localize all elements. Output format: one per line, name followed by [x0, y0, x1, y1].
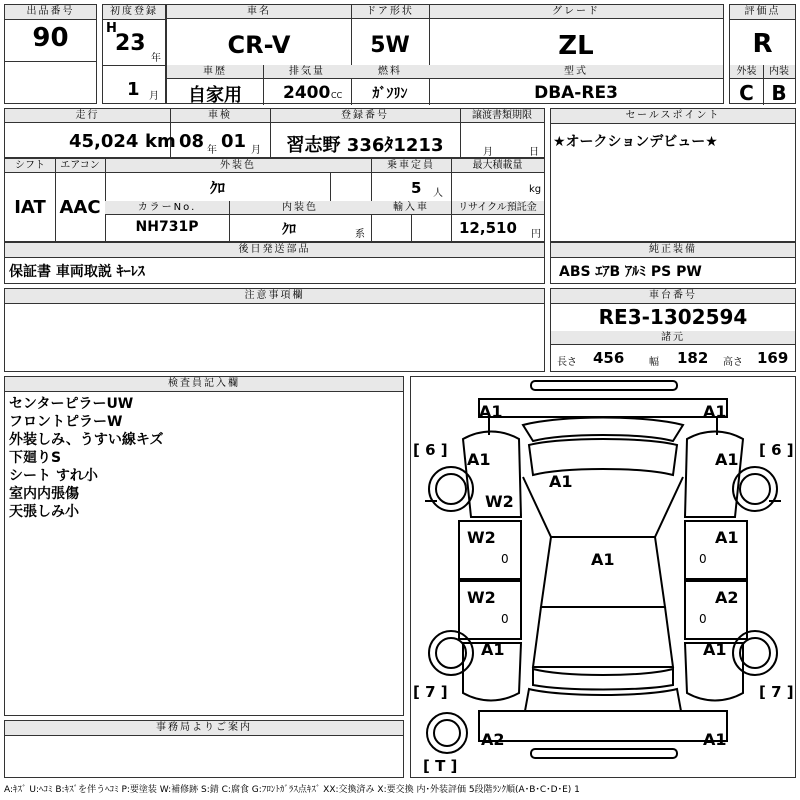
width-label: 幅 — [649, 357, 659, 368]
first-registration-year: 23 — [115, 31, 146, 56]
mileage-registration-box — [4, 108, 545, 158]
exterior-color: ｸﾛ — [209, 179, 225, 197]
interior-color-label: 内装色 — [229, 201, 371, 215]
zero-mark: 0 — [501, 612, 509, 626]
car-diagram-box — [410, 376, 796, 778]
grade-label: グレード — [429, 5, 723, 19]
inspector-label: 検査員記入欄 — [5, 377, 403, 392]
max-load-label: 最大積載量 — [451, 159, 544, 173]
inspection-label: 車検 — [170, 109, 270, 123]
era-mark: H — [106, 21, 117, 36]
car-info-box — [166, 4, 724, 104]
caution-label: 注意事項欄 — [5, 289, 544, 304]
model-code: DBA-RE3 — [534, 83, 618, 103]
inspection-year-unit: 年 — [207, 145, 217, 156]
ac-label: エアコン — [55, 159, 105, 173]
damage-mark: A1 — [703, 402, 727, 421]
ext-grade-label: 外装 — [730, 65, 763, 79]
damage-mark: A1 — [591, 550, 615, 569]
transfer-label: 譲渡書類期限 — [460, 109, 544, 123]
later-parts-box — [4, 242, 545, 284]
height-label: 高さ — [723, 357, 743, 368]
damage-mark: A2 — [715, 588, 739, 607]
exterior-color-label: 外装色 — [105, 159, 371, 173]
equipment-label: 純正装備 — [551, 243, 795, 258]
width-value: 182 — [677, 349, 709, 367]
damage-mark: A1 — [549, 472, 573, 491]
length-label: 長さ — [557, 357, 577, 368]
transfer-month: 月 — [483, 147, 493, 158]
damage-mark: A1 — [481, 640, 505, 659]
score-box — [729, 4, 796, 104]
tire-label-front-right: [ 6 ] — [759, 441, 794, 459]
equipment-box — [550, 242, 796, 284]
inspector-box — [4, 376, 404, 716]
model-label: 型式 — [429, 65, 723, 79]
chassis-label: 車台番号 — [551, 289, 795, 304]
mileage-unit: km — [145, 131, 176, 152]
damage-mark: A1 — [479, 402, 503, 421]
capacity-unit: 人 — [433, 188, 443, 199]
first-registration-box — [102, 4, 166, 104]
damage-mark: A1 — [715, 450, 739, 469]
tire-label-rear-left: [ 7 ] — [413, 683, 448, 701]
int-grade-label: 内装 — [763, 65, 795, 79]
damage-mark: A1 — [703, 730, 727, 749]
first-registration-label: 初度登録 — [103, 5, 165, 20]
remark-line: 下廻りS — [9, 450, 62, 466]
sales-point-text: ★オークションデビュー★ — [553, 134, 718, 150]
transfer-day: 日 — [529, 147, 539, 158]
damage-mark: A2 — [481, 730, 505, 749]
office-box — [4, 720, 404, 778]
inspection-month: 01 — [221, 131, 247, 152]
score-label: 評価点 — [730, 5, 795, 20]
displacement-unit: CC — [331, 91, 343, 100]
shift-label: シフト — [5, 159, 55, 173]
fuel-label: 燃料 — [351, 65, 429, 79]
lot-number: 90 — [32, 23, 69, 53]
color-number-label: カラーNo. — [105, 201, 229, 215]
air-conditioner: AAC — [59, 197, 101, 218]
remark-line: フロントピラーW — [9, 414, 123, 430]
length-value: 456 — [593, 349, 625, 367]
displacement-label: 排気量 — [263, 65, 351, 79]
sales-point-box — [550, 108, 796, 242]
max-load-unit: kg — [529, 184, 542, 195]
inspection-month-unit: 月 — [251, 145, 261, 156]
fuel: ｶﾞｿﾘﾝ — [372, 86, 408, 102]
damage-mark: W2 — [467, 588, 496, 607]
year-unit: 年 — [151, 53, 161, 64]
zero-mark: 0 — [699, 612, 707, 626]
capacity-label: 乗車定員 — [371, 159, 451, 173]
inspector-remarks — [5, 393, 168, 523]
remark-line: 外装しみ、うすい線キズ — [9, 432, 164, 448]
history-label: 車歴 — [167, 65, 263, 79]
capacity: 5 — [411, 179, 422, 197]
recycle-label: リサイクル預託金 — [451, 201, 544, 215]
remark-line: 室内内張傷 — [9, 486, 79, 502]
mileage-label: 走行 — [5, 109, 170, 123]
tire-label-front-left: [ 6 ] — [413, 441, 448, 459]
interior-color-unit: 系 — [355, 229, 365, 240]
grade: ZL — [558, 31, 594, 61]
remark-line: 天張しみ小 — [9, 504, 79, 520]
car-name: CR-V — [227, 31, 291, 59]
import-label: 輸入車 — [371, 201, 451, 215]
spec-label: 諸元 — [551, 331, 795, 345]
damage-mark: W2 — [467, 528, 496, 547]
door-label: ドア形状 — [351, 5, 429, 19]
int-grade: B — [771, 81, 787, 105]
tire-label-spare: [ T ] — [423, 757, 458, 775]
mileage-value: 45,024 — [69, 131, 139, 152]
damage-legend: A:ｷｽﾞ U:ﾍｺﾐ B:ｷｽﾞを伴うﾍｺﾐ P:要塗装 W:補修跡 S:錆 C:腐食 G:ﾌﾛﾝﾄｶﾞﾗｽ点ｷｽﾞ XX:交換済み X:要交換 内･外装評価 5段階ﾗﾝｸ順(A･B･C･D･E) 1 — [4, 785, 580, 795]
first-registration-month: 1 — [127, 79, 140, 100]
zero-mark: 0 — [501, 552, 509, 566]
month-unit: 月 — [149, 91, 159, 102]
tire-label-rear-right: [ 7 ] — [759, 683, 794, 701]
later-parts-label: 後日発送部品 — [5, 243, 544, 258]
height-value: 169 — [757, 349, 789, 367]
door-type: 5W — [370, 33, 410, 58]
damage-mark: A1 — [715, 528, 739, 547]
registration-number: 習志野 336ﾀ1213 — [286, 135, 444, 156]
score: R — [752, 29, 773, 59]
office-label: 事務局よりご案内 — [5, 721, 403, 736]
zero-mark: 0 — [699, 552, 707, 566]
equipment-text: ABS ｴｱB ｱﾙﾐ PS PW — [559, 264, 702, 280]
lot-number-label: 出品番号 — [5, 5, 96, 20]
lot-number-box — [4, 4, 97, 104]
color-number: NH731P — [135, 219, 199, 235]
recycle-fee: 12,510 — [459, 219, 517, 237]
car-history: 自家用 — [188, 85, 242, 106]
shift: IAT — [14, 197, 46, 218]
inspection-year: 08 — [179, 131, 205, 152]
vehicle-spec-box — [4, 158, 545, 242]
displacement: 2400 — [283, 83, 331, 103]
chassis-number: RE3-1302594 — [598, 305, 748, 329]
car-diagram — [411, 377, 795, 777]
damage-mark: A1 — [467, 450, 491, 469]
sales-point-label: セールスポイント — [551, 109, 795, 124]
car-name-label: 車名 — [167, 5, 351, 19]
later-parts-text: 保証書 車両取説 ｷｰﾚｽ — [9, 264, 145, 280]
interior-color: ｸﾛ — [282, 222, 296, 238]
damage-mark: W2 — [485, 492, 514, 511]
remark-line: センターピラーUW — [9, 396, 134, 412]
damage-mark: A1 — [703, 640, 727, 659]
registration-label: 登録番号 — [270, 109, 460, 123]
caution-box — [4, 288, 545, 372]
recycle-unit: 円 — [531, 229, 541, 240]
ext-grade: C — [739, 81, 754, 105]
chassis-box — [550, 288, 796, 372]
remark-line: シート すれ小 — [9, 468, 98, 484]
